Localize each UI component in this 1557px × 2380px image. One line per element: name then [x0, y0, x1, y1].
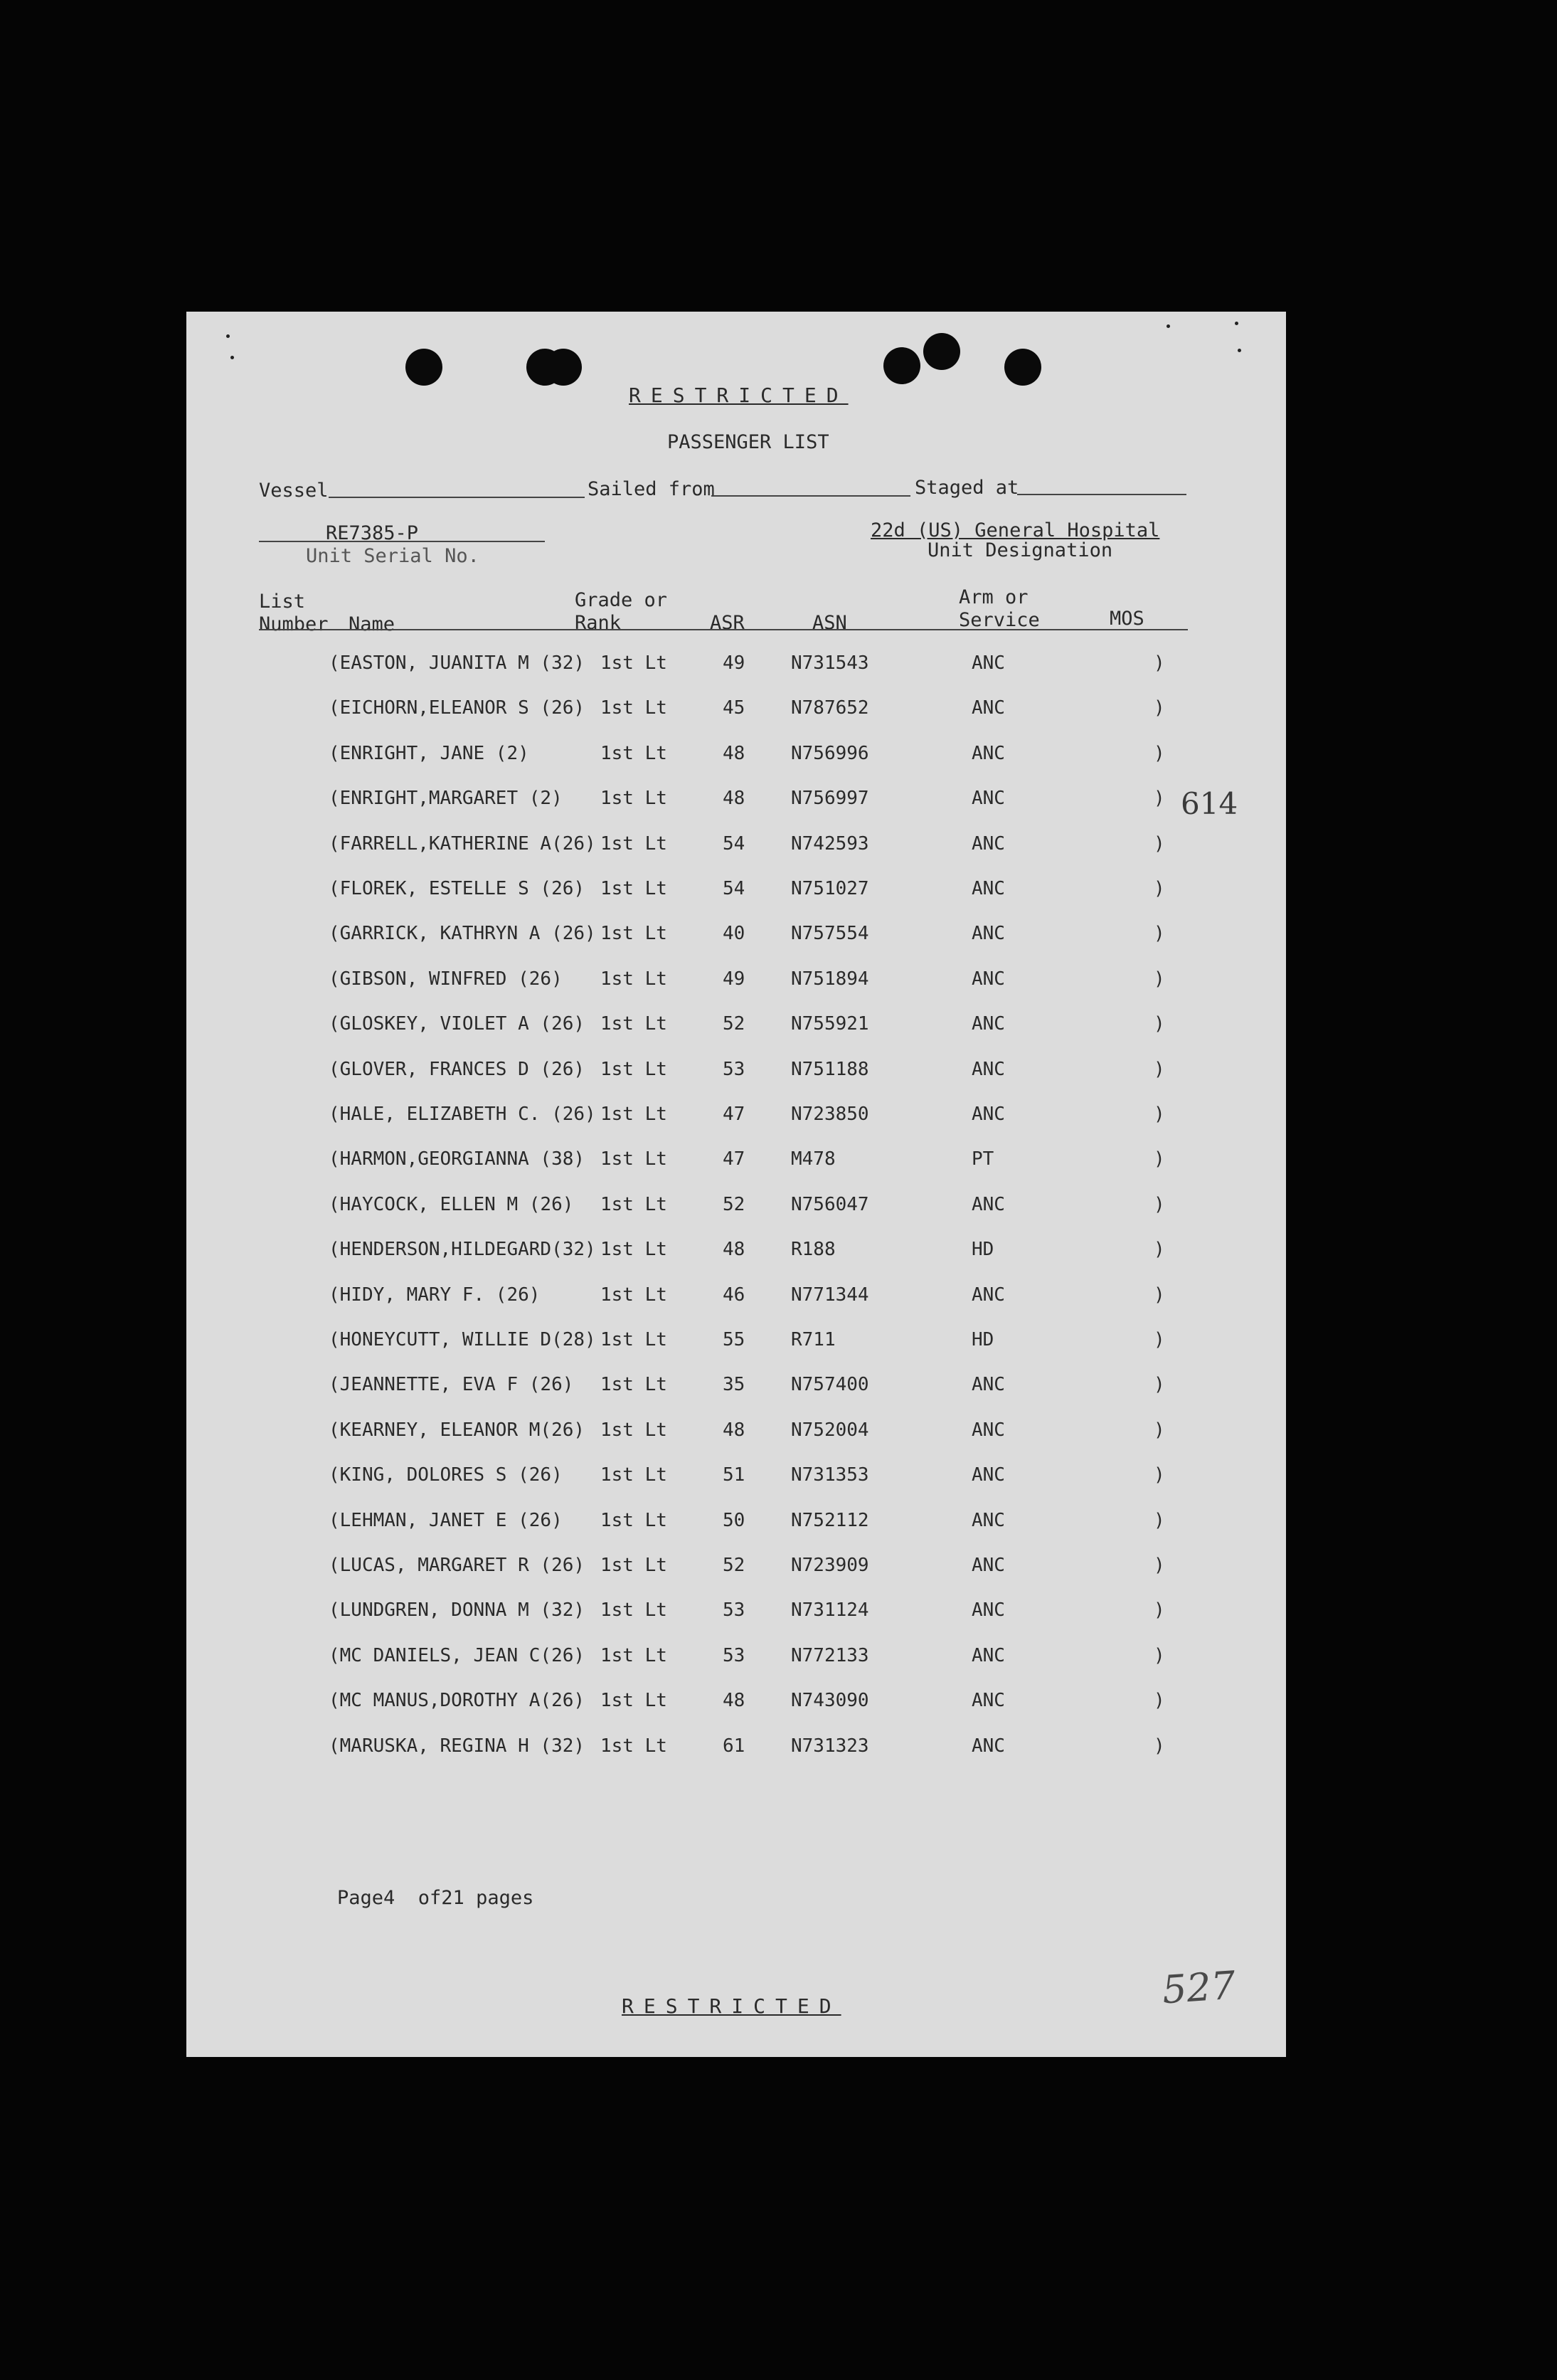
row-name: (EICHORN,ELEANOR S (26): [329, 697, 585, 719]
row-name: (LUCAS, MARGARET R (26): [329, 1555, 585, 1576]
row-service: ANC: [972, 1374, 1005, 1395]
table-row: [186, 1103, 1286, 1131]
table-row: [186, 1012, 1286, 1041]
row-service: ANC: [972, 1284, 1005, 1306]
classification-header: RESTRICTED: [629, 384, 849, 407]
table-row: [186, 1284, 1286, 1312]
row-asn: N731124: [791, 1599, 869, 1621]
row-name: (HONEYCUTT, WILLIE D(28): [329, 1329, 596, 1350]
row-mos: ): [1154, 1690, 1165, 1711]
row-name: (GLOVER, FRANCES D (26): [329, 1059, 585, 1080]
row-asr: 50: [723, 1510, 745, 1531]
row-rank: 1st Lt: [600, 1059, 667, 1080]
row-mos: ): [1154, 1645, 1165, 1666]
table-row: [186, 1509, 1286, 1538]
row-asn: N751027: [791, 878, 869, 899]
row-mos: ): [1154, 923, 1165, 944]
row-service: ANC: [972, 878, 1005, 899]
row-service: ANC: [972, 1464, 1005, 1486]
row-asr: 51: [723, 1464, 745, 1486]
row-asr: 49: [723, 652, 745, 674]
table-row: [186, 652, 1286, 680]
punch-hole: [545, 349, 582, 386]
row-asr: 45: [723, 697, 745, 719]
row-name: (HALE, ELIZABETH C. (26): [329, 1104, 596, 1125]
row-service: ANC: [972, 1735, 1005, 1757]
row-service: ANC: [972, 1690, 1005, 1711]
row-name: (HARMON,GEORGIANNA (38): [329, 1148, 585, 1170]
sailed-from-label: Sailed from: [588, 478, 715, 500]
row-service: ANC: [972, 1059, 1005, 1080]
row-mos: ): [1154, 1148, 1165, 1170]
row-asn: N772133: [791, 1645, 869, 1666]
col-service: Service: [959, 609, 1040, 631]
row-mos: ): [1154, 1284, 1165, 1306]
table-row: [186, 968, 1286, 996]
row-name: (GIBSON, WINFRED (26): [329, 968, 563, 990]
row-mos: ): [1154, 1555, 1165, 1576]
row-asr: 55: [723, 1329, 745, 1350]
row-mos: ): [1154, 878, 1165, 899]
row-name: (KING, DOLORES S (26): [329, 1464, 563, 1486]
speck: [226, 334, 230, 338]
row-rank: 1st Lt: [600, 1510, 667, 1531]
row-rank: 1st Lt: [600, 1013, 667, 1035]
row-rank: 1st Lt: [600, 652, 667, 674]
row-service: HD: [972, 1239, 994, 1260]
unit-serial: RE7385-P: [326, 522, 419, 544]
row-name: (MC MANUS,DOROTHY A(26): [329, 1690, 585, 1711]
row-name: (MARUSKA, REGINA H (32): [329, 1735, 585, 1757]
row-asr: 61: [723, 1735, 745, 1757]
row-name: (HENDERSON,HILDEGARD(32): [329, 1239, 596, 1260]
col-rank: Rank: [575, 612, 622, 634]
row-asr: 47: [723, 1104, 745, 1125]
unit-serial-label: Unit Serial No.: [306, 545, 479, 567]
row-rank: 1st Lt: [600, 1284, 667, 1306]
row-service: ANC: [972, 1013, 1005, 1035]
row-asn: N757554: [791, 923, 869, 944]
row-asr: 53: [723, 1599, 745, 1621]
col-arm: Arm or: [959, 586, 1029, 608]
row-asn: N731323: [791, 1735, 869, 1757]
table-row: [186, 877, 1286, 906]
staged-at-line: [1017, 494, 1186, 495]
row-mos: ): [1154, 1104, 1165, 1125]
row-rank: 1st Lt: [600, 1374, 667, 1395]
table-row: [186, 1058, 1286, 1086]
row-rank: 1st Lt: [600, 923, 667, 944]
row-asn: M478: [791, 1148, 836, 1170]
row-asr: 53: [723, 1059, 745, 1080]
row-name: (LEHMAN, JANET E (26): [329, 1510, 563, 1531]
row-mos: ): [1154, 1329, 1165, 1350]
table-row: [186, 922, 1286, 951]
row-rank: 1st Lt: [600, 878, 667, 899]
row-asn: R711: [791, 1329, 836, 1350]
speck: [1235, 322, 1238, 325]
row-rank: 1st Lt: [600, 788, 667, 809]
row-service: ANC: [972, 743, 1005, 764]
row-name: (GARRICK, KATHRYN A (26): [329, 923, 596, 944]
vessel-label: Vessel: [259, 480, 329, 502]
row-asn: N755921: [791, 1013, 869, 1035]
col-name: Name: [349, 613, 395, 635]
row-service: ANC: [972, 788, 1005, 809]
table-row: [186, 697, 1286, 725]
row-asn: N787652: [791, 697, 869, 719]
row-service: ANC: [972, 1555, 1005, 1576]
punch-hole: [923, 333, 960, 370]
row-asn: N751188: [791, 1059, 869, 1080]
row-asn: N723909: [791, 1555, 869, 1576]
header-rule: [259, 629, 1188, 630]
row-name: (EASTON, JUANITA M (32): [329, 652, 585, 674]
speck: [1167, 324, 1170, 328]
row-asn: N756047: [791, 1194, 869, 1215]
row-mos: ): [1154, 697, 1165, 719]
col-mos: MOS: [1110, 608, 1144, 630]
row-asr: 48: [723, 743, 745, 764]
row-service: ANC: [972, 1104, 1005, 1125]
row-asr: 54: [723, 878, 745, 899]
row-rank: 1st Lt: [600, 1329, 667, 1350]
row-service: ANC: [972, 1599, 1005, 1621]
punch-hole: [405, 349, 442, 386]
row-mos: ): [1154, 833, 1165, 855]
row-rank: 1st Lt: [600, 743, 667, 764]
vessel-line: [329, 497, 585, 498]
row-name: (LUNDGREN, DONNA M (32): [329, 1599, 585, 1621]
unit-designation-label: Unit Designation: [928, 539, 1113, 561]
row-name: (GLOSKEY, VIOLET A (26): [329, 1013, 585, 1035]
staged-at-label: Staged at: [915, 477, 1019, 499]
row-name: (FLOREK, ESTELLE S (26): [329, 878, 585, 899]
table-row: [186, 1419, 1286, 1447]
row-asr: 40: [723, 923, 745, 944]
col-list: List: [259, 591, 306, 613]
col-asr: ASR: [710, 612, 745, 634]
row-mos: ): [1154, 1419, 1165, 1441]
row-rank: 1st Lt: [600, 1148, 667, 1170]
row-service: ANC: [972, 923, 1005, 944]
row-name: (ENRIGHT,MARGARET (2): [329, 788, 563, 809]
row-asr: 53: [723, 1645, 745, 1666]
table-row: [186, 786, 1286, 821]
row-asr: 54: [723, 833, 745, 855]
table-row: [186, 1238, 1286, 1266]
row-asr: 48: [723, 1239, 745, 1260]
unit-designation: 22d (US) General Hospital: [871, 519, 1160, 541]
row-mos: ): [1154, 788, 1165, 809]
row-asn: N756996: [791, 743, 869, 764]
row-service: ANC: [972, 1645, 1005, 1666]
row-asr: 48: [723, 1690, 745, 1711]
row-asr: 48: [723, 788, 745, 809]
row-name: (KEARNEY, ELEANOR M(26): [329, 1419, 585, 1441]
table-row: [186, 1328, 1286, 1357]
row-mos: ): [1154, 743, 1165, 764]
row-asn: N723850: [791, 1104, 869, 1125]
row-asr: 52: [723, 1555, 745, 1576]
row-rank: 1st Lt: [600, 1464, 667, 1486]
row-mos: ): [1154, 1464, 1165, 1486]
row-service: HD: [972, 1329, 994, 1350]
table-row: [186, 832, 1286, 861]
row-rank: 1st Lt: [600, 1194, 667, 1215]
table-row: [186, 1373, 1286, 1402]
row-mos: ): [1154, 1510, 1165, 1531]
row-asn: N752004: [791, 1419, 869, 1441]
row-rank: 1st Lt: [600, 697, 667, 719]
row-mos: ): [1154, 1013, 1165, 1035]
row-rank: 1st Lt: [600, 1239, 667, 1260]
col-number: Number: [259, 613, 329, 635]
table-row: [186, 1599, 1286, 1627]
table-row: [186, 1148, 1286, 1176]
row-asn: N743090: [791, 1690, 869, 1711]
row-mos: ): [1154, 1374, 1165, 1395]
table-row: [186, 1193, 1286, 1222]
row-service: ANC: [972, 652, 1005, 674]
table-row: [186, 1554, 1286, 1582]
row-asn: N771344: [791, 1284, 869, 1306]
punch-hole: [1004, 349, 1041, 386]
row-asn: N731353: [791, 1464, 869, 1486]
row-asn: N731543: [791, 652, 869, 674]
row-service: ANC: [972, 1510, 1005, 1531]
row-service: ANC: [972, 1419, 1005, 1441]
row-asr: 52: [723, 1013, 745, 1035]
table-row: [186, 1464, 1286, 1492]
row-rank: 1st Lt: [600, 1599, 667, 1621]
document-page: [186, 312, 1286, 2057]
row-mos: ): [1154, 1194, 1165, 1215]
row-asr: 47: [723, 1148, 745, 1170]
row-mos: ): [1154, 1735, 1165, 1757]
unit-serial-line: [259, 541, 545, 542]
row-rank: 1st Lt: [600, 1735, 667, 1757]
row-asn: R188: [791, 1239, 836, 1260]
document-title: PASSENGER LIST: [667, 431, 829, 453]
col-asn: ASN: [812, 612, 847, 634]
row-asn: N757400: [791, 1374, 869, 1395]
row-asn: N752112: [791, 1510, 869, 1531]
punch-hole: [883, 347, 920, 384]
row-service: ANC: [972, 968, 1005, 990]
row-rank: 1st Lt: [600, 833, 667, 855]
row-service: ANC: [972, 833, 1005, 855]
row-mos: ): [1154, 1239, 1165, 1260]
table-row: [186, 742, 1286, 771]
row-asr: 48: [723, 1419, 745, 1441]
row-service: PT: [972, 1148, 994, 1170]
row-service: ANC: [972, 697, 1005, 719]
row-asn: N751894: [791, 968, 869, 990]
row-asr: 35: [723, 1374, 745, 1395]
row-name: (HIDY, MARY F. (26): [329, 1284, 541, 1306]
speck: [230, 356, 234, 359]
row-service: ANC: [972, 1194, 1005, 1215]
row-rank: 1st Lt: [600, 1419, 667, 1441]
row-name: (MC DANIELS, JEAN C(26): [329, 1645, 585, 1666]
handwritten-number: 527: [1160, 1962, 1238, 2013]
row-name: (FARRELL,KATHERINE A(26): [329, 833, 596, 855]
row-mos: ): [1154, 652, 1165, 674]
table-row: [186, 1689, 1286, 1718]
row-name: (HAYCOCK, ELLEN M (26): [329, 1194, 574, 1215]
table-row: [186, 1735, 1286, 1763]
row-rank: 1st Lt: [600, 968, 667, 990]
sailed-from-line: [711, 495, 910, 497]
page-count: Page4 of21 pages: [337, 1887, 534, 1909]
row-asr: 46: [723, 1284, 745, 1306]
row-asr: 49: [723, 968, 745, 990]
col-grade: Grade or: [575, 589, 668, 611]
row-rank: 1st Lt: [600, 1645, 667, 1666]
classification-footer: RESTRICTED: [622, 1994, 841, 2018]
speck: [1238, 349, 1241, 352]
row-rank: 1st Lt: [600, 1555, 667, 1576]
row-mos: ): [1154, 1059, 1165, 1080]
row-asr: 52: [723, 1194, 745, 1215]
row-asn: N742593: [791, 833, 869, 855]
row-name: (JEANNETTE, EVA F (26): [329, 1374, 574, 1395]
row-mos: ): [1154, 968, 1165, 990]
row-asn: N756997: [791, 788, 869, 809]
margin-number: 614: [1181, 786, 1238, 821]
table-row: [186, 1644, 1286, 1673]
row-rank: 1st Lt: [600, 1690, 667, 1711]
row-mos: ): [1154, 1599, 1165, 1621]
row-rank: 1st Lt: [600, 1104, 667, 1125]
row-name: (ENRIGHT, JANE (2): [329, 743, 529, 764]
